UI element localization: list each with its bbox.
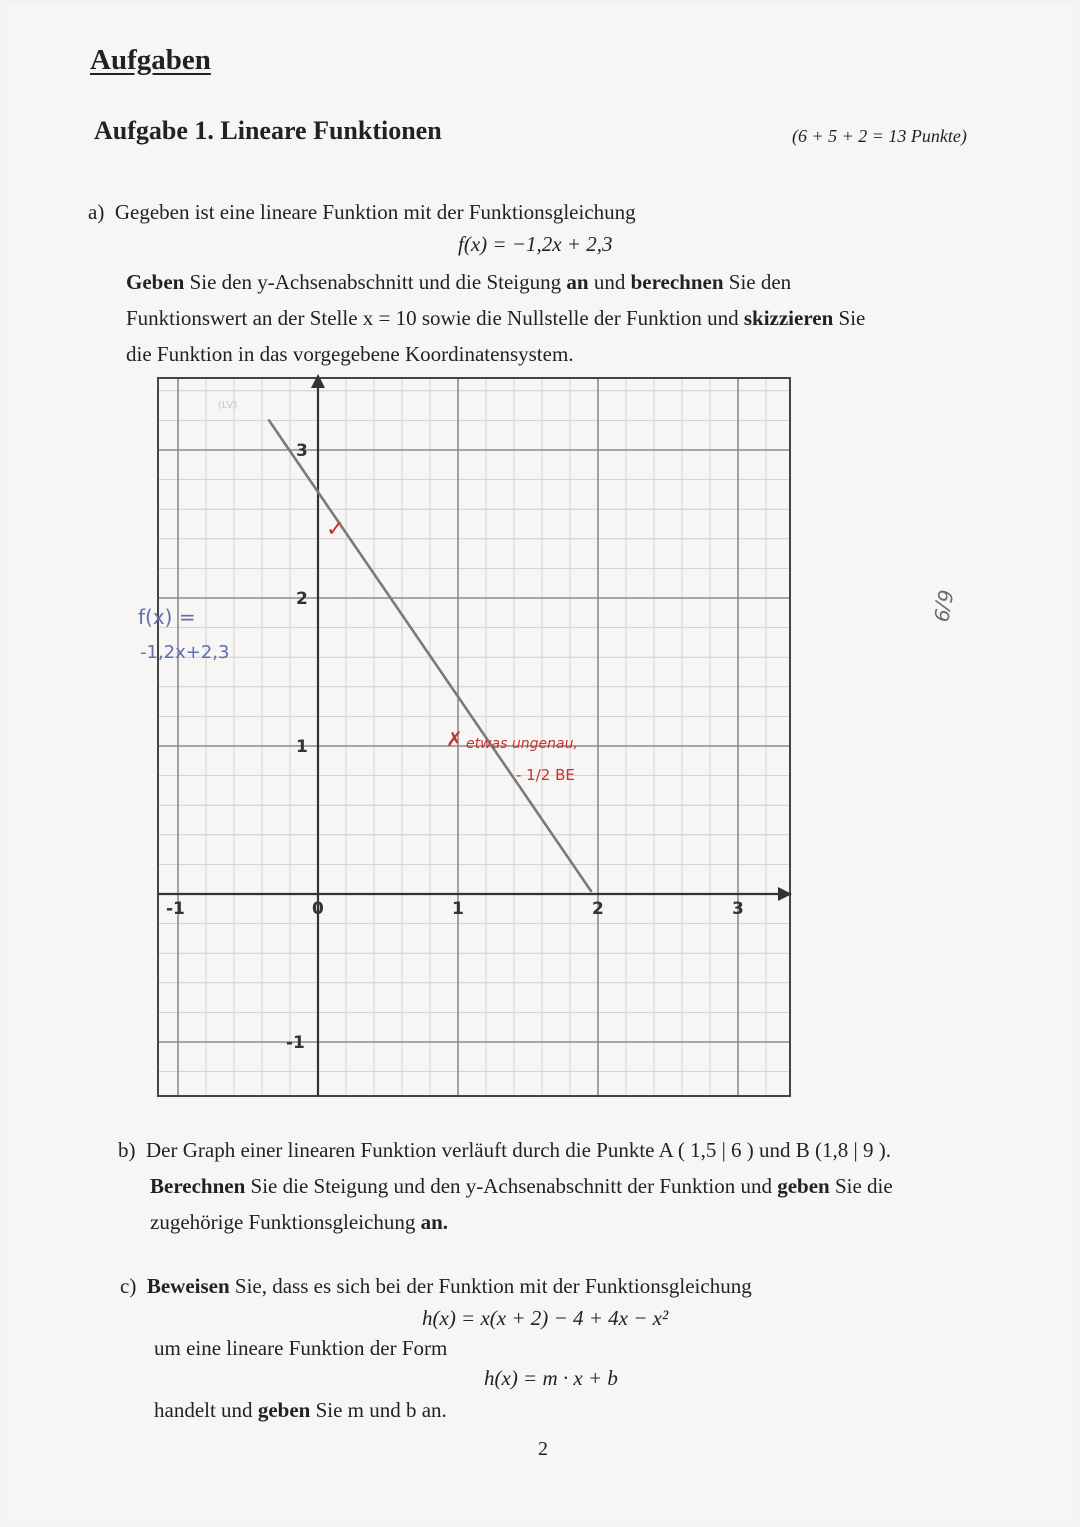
part-a-line1: a) Gegeben ist eine lineare Funktion mit der Funktionsgleichung bbox=[88, 200, 636, 224]
part-c-label: c) bbox=[120, 1274, 137, 1298]
y-tick-label: 1 bbox=[296, 737, 308, 757]
part-c-line3: handelt und geben Sie m und b an. bbox=[154, 1398, 447, 1422]
y-tick-label: 3 bbox=[296, 441, 308, 461]
exam-page bbox=[8, 6, 1072, 1520]
part-a-line4: die Funktion in das vorgegebene Koordinatensystem. bbox=[126, 342, 574, 366]
check-mark: ✓ bbox=[326, 517, 345, 542]
part-b-label: b) bbox=[118, 1138, 136, 1162]
task-points: (6 + 5 + 2 = 13 Punkte) bbox=[792, 126, 967, 146]
part-b-line2: Berechnen Sie die Steigung und den y-Achsenabschnitt der Funktion und geben Sie die bbox=[150, 1174, 893, 1198]
page-heading: Aufgaben bbox=[90, 44, 211, 76]
part-a-line3: Funktionswert an der Stelle x = 10 sowie die Nullstelle der Funktion und skizzieren Sie bbox=[126, 306, 866, 330]
task-title: Aufgabe 1. Lineare Funktionen bbox=[94, 116, 442, 145]
part-a-line2: Geben Sie den y-Achsenabschnitt und die Steigung an und berechnen Sie den bbox=[126, 270, 792, 294]
x-tick-label: -1 bbox=[166, 899, 185, 919]
y-tick-label: -1 bbox=[286, 1033, 305, 1053]
part-c-line2: um eine lineare Funktion der Form bbox=[154, 1336, 448, 1360]
part-c-equation1: h(x) = x(x + 2) − 4 + 4x − x² bbox=[422, 1306, 669, 1330]
x-tick-labels bbox=[166, 899, 744, 919]
part-a-label: a) bbox=[88, 200, 105, 224]
part-b-line1: b) Der Graph einer linearen Funktion verläuft durch die Punkte A ( 1,5 | 6 ) und B (1,8 | 9 ). bbox=[118, 1138, 891, 1162]
part-a-equation: f(x) = −1,2x + 2,3 bbox=[458, 232, 613, 256]
coordinate-system bbox=[128, 364, 808, 1104]
part-b-line3: zugehörige Funktionsgleichung an. bbox=[150, 1210, 449, 1234]
cross-mark: ✗ bbox=[446, 727, 463, 751]
part-c-equation2: h(x) = m · x + b bbox=[484, 1366, 618, 1390]
handwritten-f-label: f(x) = bbox=[138, 605, 196, 629]
x-tick-label: 3 bbox=[732, 899, 744, 919]
x-tick-label: 1 bbox=[452, 899, 464, 919]
teacher-note-1: etwas ungenau, bbox=[466, 736, 578, 752]
y-tick-label: 2 bbox=[296, 589, 308, 609]
page-number: 2 bbox=[538, 1438, 548, 1460]
teacher-note-2: - 1/2 BE bbox=[516, 766, 575, 784]
handwritten-f-expression: -1,2x+2,3 bbox=[140, 642, 230, 663]
x-tick-label: 2 bbox=[592, 899, 604, 919]
faint-label: (LV) bbox=[218, 400, 238, 411]
y-axis-arrow bbox=[311, 374, 325, 388]
y-tick-labels bbox=[286, 441, 308, 1053]
x-tick-label: 0 bbox=[312, 899, 324, 919]
part-c-line1: c) Beweisen Sie, dass es sich bei der Funktion mit der Funktionsgleichung bbox=[120, 1274, 752, 1298]
side-score: 6/9 bbox=[928, 587, 958, 624]
